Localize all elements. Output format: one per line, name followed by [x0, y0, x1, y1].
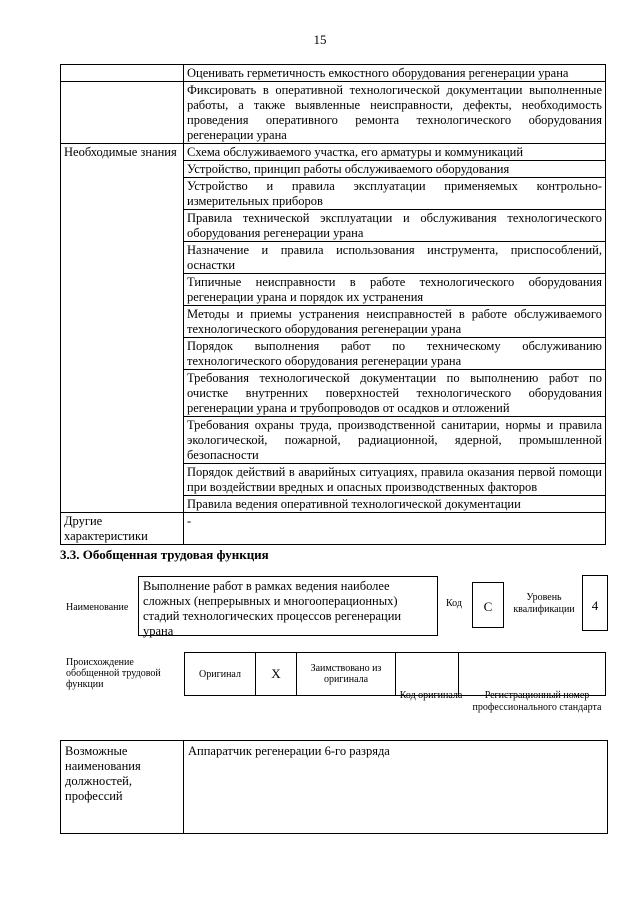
positions-label: Возможные наименования должностей, профессий: [61, 741, 184, 834]
table-row: Устройство, принцип работы обслуживаемого оборудования: [184, 161, 606, 178]
table-row: Методы и приемы устранения неисправностей в работе обслуживаемого технологического оборудования регенерации урана: [184, 306, 606, 338]
level-value: 4: [582, 575, 608, 631]
code-original-label: Код оригинала: [399, 690, 463, 701]
table-row: Требования технологической документации по выполнению работ по очистке внутренних поверхностей технологического оборудования регенерации урана и трубопроводов от осадков и отложений: [184, 370, 606, 417]
other-characteristics-value: -: [184, 513, 606, 545]
table-row: Правила технической эксплуатации и обслуживания технологического оборудования регенерации урана: [184, 210, 606, 242]
table-row: Порядок действий в аварийных ситуациях, правила оказания первой помощи при воздействии вредных и опасных производственных факторов: [184, 464, 606, 496]
table-row: Требования охраны труда, производственной санитарии, нормы и правила экологической, пожарной, радиационной, ядерной, промышленной безопасности: [184, 417, 606, 464]
empty-label-cell: [61, 82, 184, 144]
skills-knowledge-table: [60, 64, 606, 545]
positions-table: [60, 740, 608, 834]
table-row: Фиксировать в оперативной технологической документации выполненные работы, а также выявленные неисправности, дефекты, необходимость проведения оперативного ремонта технологического оборудования регенерации урана: [184, 82, 606, 144]
table-row: Назначение и правила использования инструмента, приспособлений, оснастки: [184, 242, 606, 274]
table-row: Оценивать герметичность емкостного оборудования регенерации урана: [184, 65, 606, 82]
other-characteristics-label: Другие характеристики: [61, 513, 184, 545]
code-value: C: [472, 582, 504, 628]
table-row: Схема обслуживаемого участка, его арматуры и коммуникаций: [184, 144, 606, 161]
name-value: Выполнение работ в рамках ведения наиболее сложных (непрерывных и многооперационных) стадий технологических процессов регенерации урана: [138, 576, 438, 636]
positions-value: Аппаратчик регенерации 6-го разряда: [184, 741, 608, 834]
table-row: Устройство и правила эксплуатации применяемых контрольно-измерительных приборов: [184, 178, 606, 210]
empty-label-cell: [61, 65, 184, 82]
table-row: Порядок выполнения работ по техническому обслуживанию технологического оборудования регенерации урана: [184, 338, 606, 370]
knowledge-label: Необходимые знания: [61, 144, 184, 513]
origin-label: Происхождение обобщенной трудовой функции: [66, 657, 161, 690]
borrowed-label: Заимствовано из оригинала: [297, 653, 396, 696]
name-label: Наименование: [66, 602, 129, 613]
section-title: 3.3. Обобщенная трудовая функция: [60, 547, 269, 562]
level-label: Уровень квалификации: [513, 592, 575, 615]
original-mark: X: [256, 653, 297, 696]
original-label: Оригинал: [185, 653, 256, 696]
page-number: 15: [313, 32, 327, 47]
code-label: Код: [446, 598, 462, 609]
table-row: Типичные неисправности в работе технологического оборудования регенерации урана и порядок их устранения: [184, 274, 606, 306]
reg-number-label: Регистрационный номер профессионального стандарта: [472, 690, 602, 713]
table-row: Правила ведения оперативной технологической документации: [184, 496, 606, 513]
